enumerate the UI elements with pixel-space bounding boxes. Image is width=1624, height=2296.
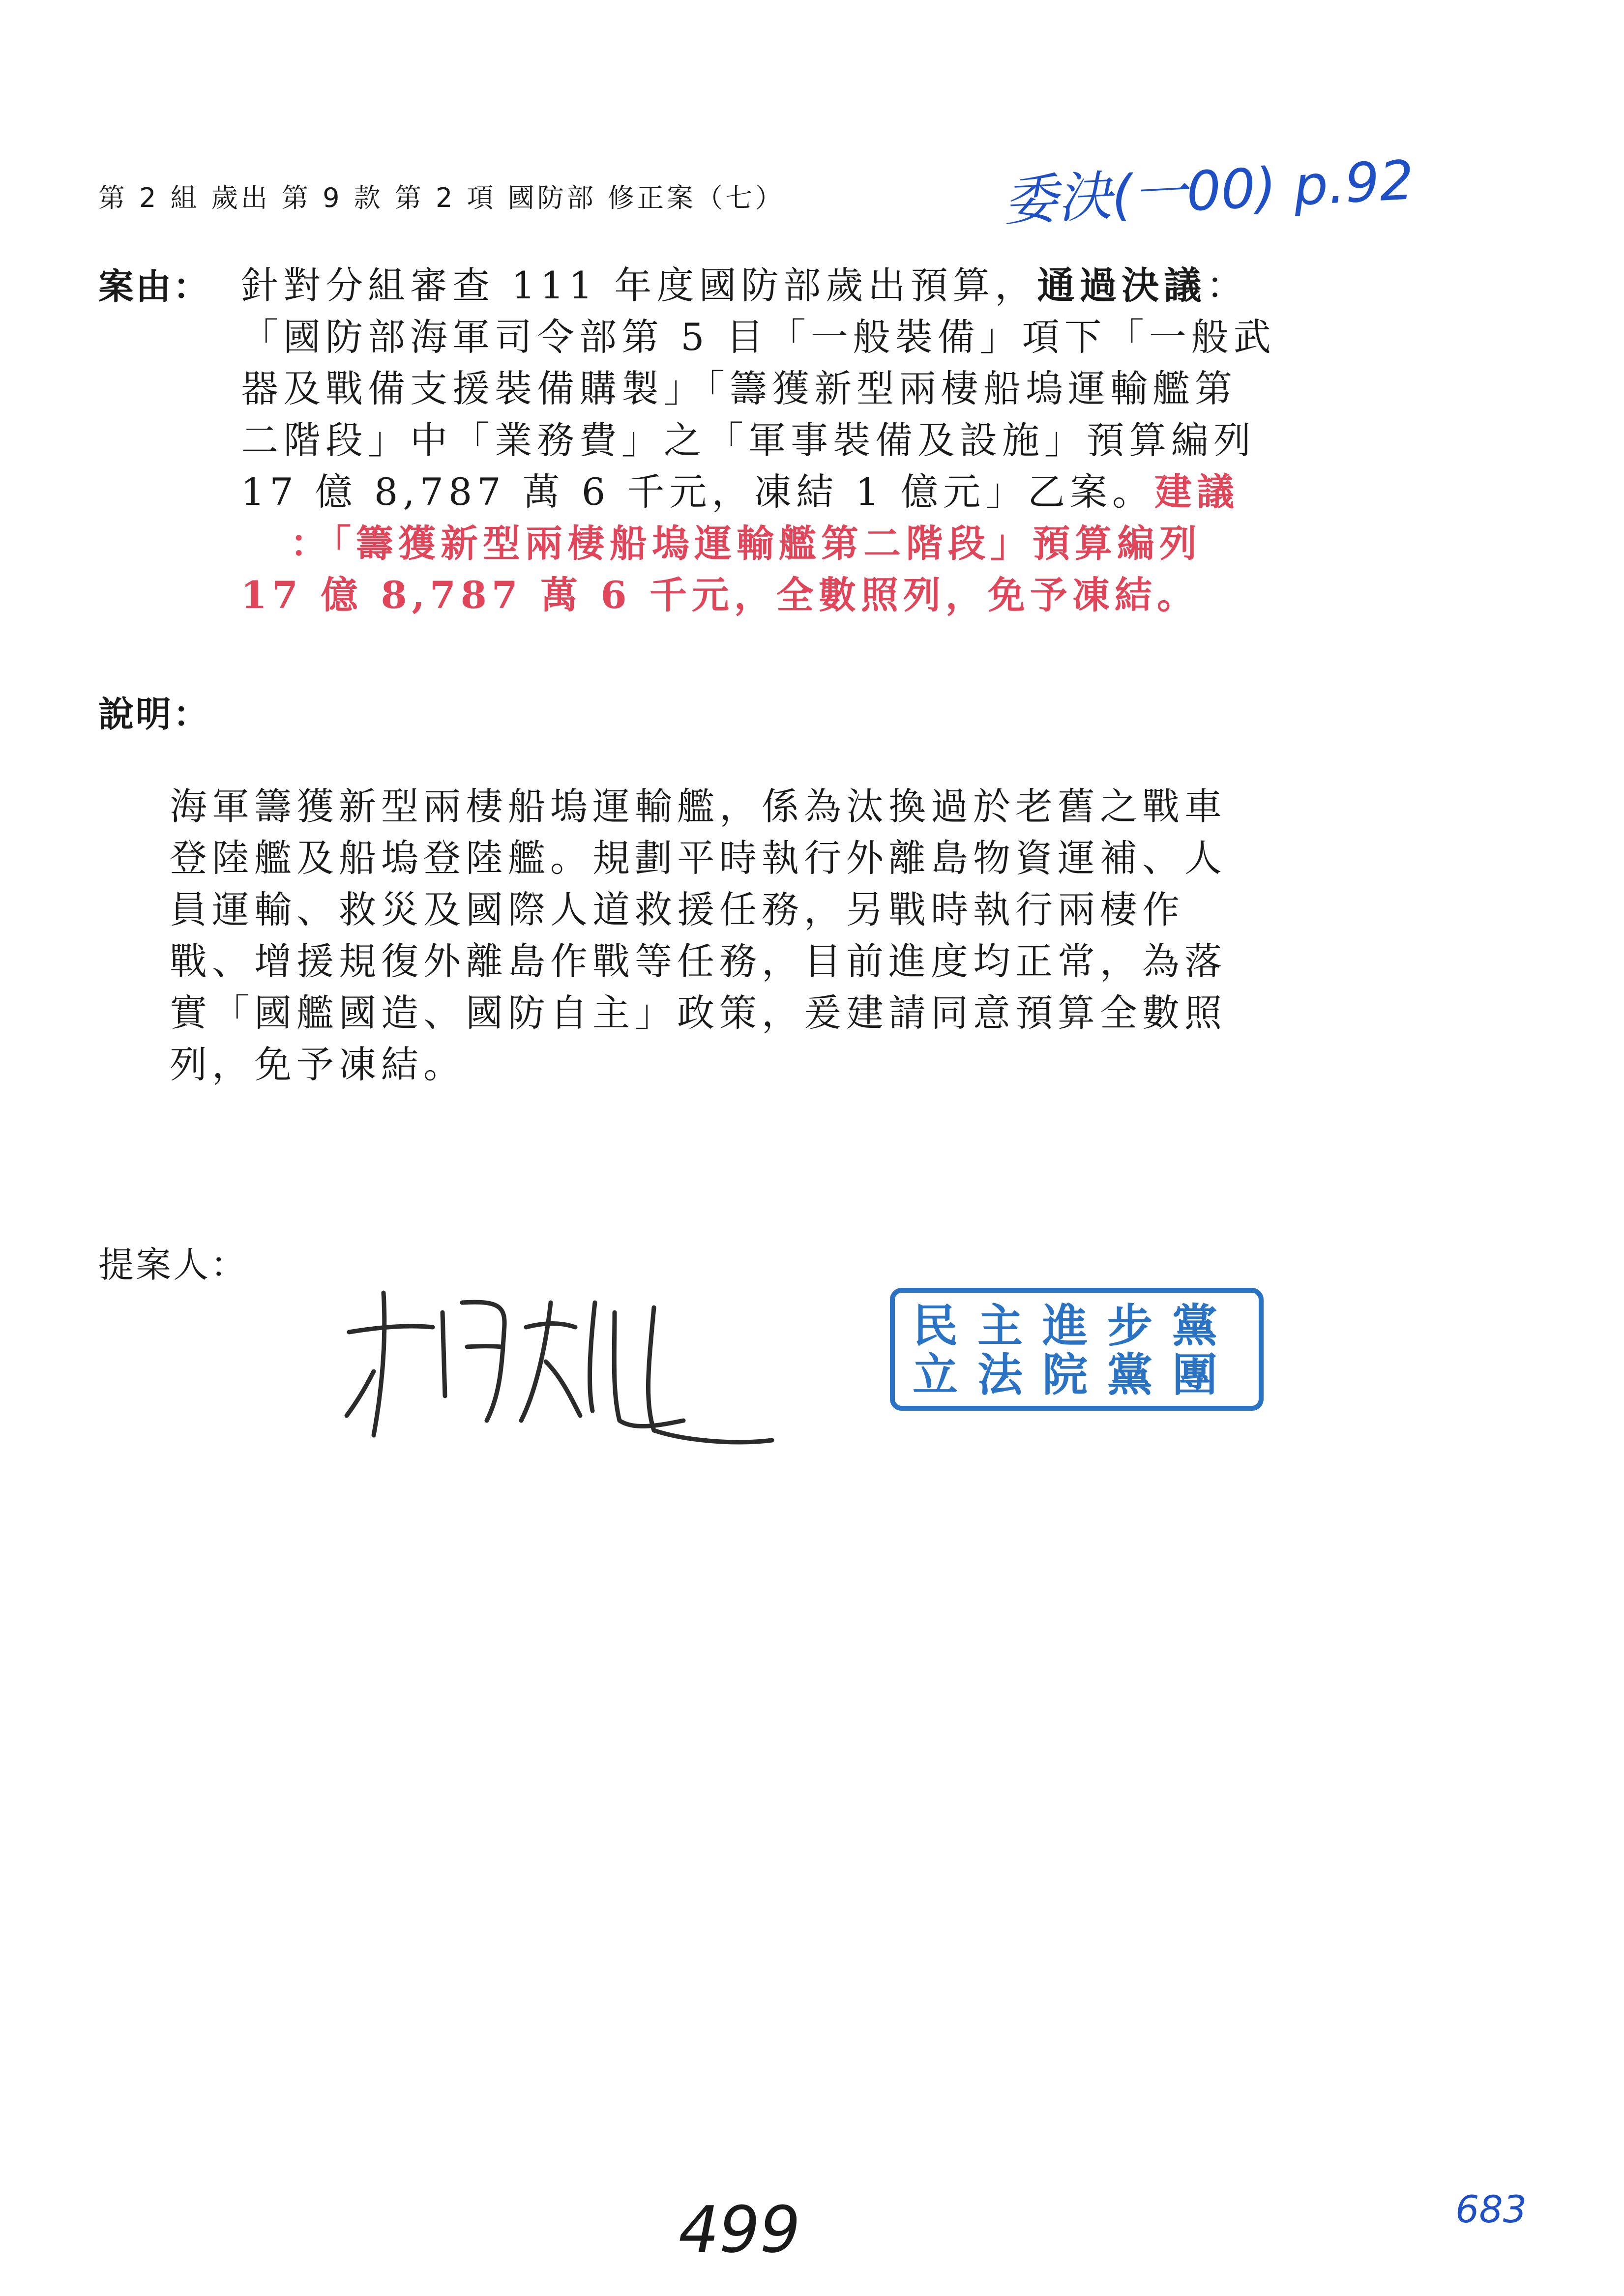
handwritten-page-number: 499 xyxy=(679,2192,801,2267)
explanation-line: 登陸艦及船塢登陸艦。規劃平時執行外離島物資運補、人 xyxy=(170,836,1227,880)
party-caucus-stamp xyxy=(890,1288,1264,1411)
explanation-line: 員運輸、救災及國際人道救援任務，另戰時執行兩棲作 xyxy=(170,888,1184,931)
case-line-5-text: 17 億 8,787 萬 6 千元，凍結 1 億元」乙案。 xyxy=(241,470,1155,514)
case-label: 案由： xyxy=(98,265,211,307)
handwritten-reference-note: 委決(一00) p.92 xyxy=(1002,148,1416,233)
stamp-line-caucus: 立法院黨團 xyxy=(913,1349,1238,1401)
explanation-line: 列，免予凍結。 xyxy=(170,1043,466,1086)
stamp-line-party: 民主進步黨 xyxy=(913,1300,1238,1352)
case-line-4: 二階段」中「業務費」之「軍事裝備及設施」預算編列 xyxy=(241,418,1256,462)
case-line-1-text: 針對分組審查 111 年度國防部歲出預算， xyxy=(241,263,1037,307)
document-header: 第 2 組 歲出 第 9 款 第 2 項 國防部 修正案（七） xyxy=(98,182,785,213)
explanation-line: 海軍籌獲新型兩棲船塢運輸艦，係為汰換過於老舊之戰車 xyxy=(170,785,1227,828)
case-line-3: 器及戰備支援裝備購製」「籌獲新型兩棲船塢運輸艦第 xyxy=(241,367,1237,410)
handwritten-corner-number: 683 xyxy=(1455,2187,1527,2231)
explanation-line: 戰、增援規復外離島作戰等任務，目前進度均正常，為落 xyxy=(170,939,1227,983)
proposer-signature xyxy=(339,1273,782,1470)
case-line-2: 「國防部海軍司令部第 5 目「一般裝備」項下「一般武 xyxy=(241,315,1276,359)
suggestion-line-2: 17 億 8,787 萬 6 千元，全數照列，免予凍結。 xyxy=(241,573,1199,617)
explanation-label: 說明： xyxy=(98,693,211,735)
suggestion-line-1: ：「籌獲新型兩棲船塢運輸艦第二階段」預算編列 xyxy=(290,522,1202,565)
explanation-line: 實「國艦國造、國防自主」政策，爰建請同意預算全數照 xyxy=(170,991,1227,1035)
resolution-passed-text: 通過決議 xyxy=(1037,263,1207,307)
suggestion-label: 建議 xyxy=(1154,470,1240,514)
case-line-1-colon: ： xyxy=(1206,263,1249,307)
case-line-5 xyxy=(241,462,1239,516)
case-line-1 xyxy=(241,256,1248,309)
proposer-label: 提案人： xyxy=(98,1244,248,1285)
